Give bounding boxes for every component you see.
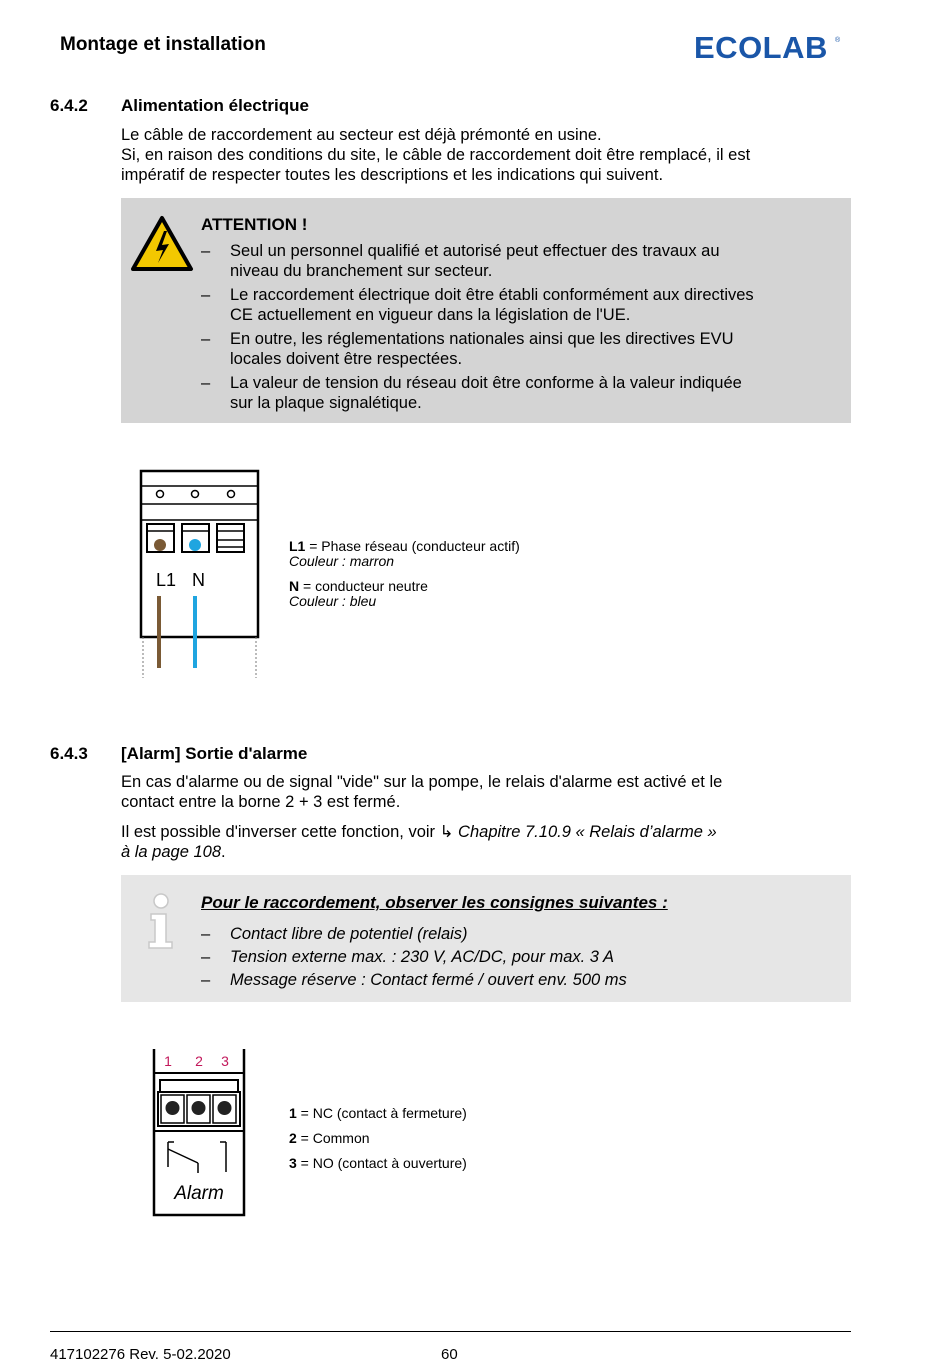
power-terminal-diagram	[138, 468, 263, 685]
section-number: 6.4.3	[50, 744, 88, 763]
page-number: 60	[441, 1346, 458, 1363]
info-list	[201, 924, 821, 993]
cross-reference-paragraph: Il est possible d'inverser cette fonction, voir ↳ Chapitre 7.10.9 « Relais d’alarme » à la page 108.	[121, 823, 717, 861]
legend-item-l1: L1 = Phase réseau (conducteur actif)	[289, 538, 520, 554]
info-icon	[145, 892, 177, 955]
electric-hazard-icon	[130, 215, 194, 278]
info-title: Pour le raccordement, observer les consignes suivantes :	[201, 893, 668, 912]
logo-text: ECOLAB	[694, 30, 828, 64]
list-item: – En outre, les réglementations nationales ainsi que les directives EVU locales doivent être respectées.	[201, 330, 734, 368]
warning-list	[201, 241, 821, 417]
header-title: Montage et installation	[60, 34, 266, 55]
section-number: 6.4.2	[50, 96, 88, 115]
terminal-label-n: N	[192, 570, 205, 590]
page-link[interactable]: à la page 108	[121, 843, 222, 861]
list-item: – La valeur de tension du réseau doit être conforme à la valeur indiquée sur la plaque signalétique.	[201, 374, 742, 412]
warning-title: ATTENTION !	[201, 215, 308, 234]
alarm-legend	[289, 1101, 467, 1176]
list-item: – Le raccordement électrique doit être établi conformément aux directives CE actuellement en vigueur dans la législation de l'UE.	[201, 286, 754, 324]
terminal-label-l1: L1	[156, 570, 177, 590]
alarm-terminal-diagram	[150, 1047, 248, 1224]
terminal-number-3: 3	[221, 1053, 229, 1069]
terminal-number-2: 2	[195, 1053, 203, 1069]
list-item: – Tension externe max. : 230 V, AC/DC, pour max. 3 A	[201, 948, 614, 966]
list-item: – Message réserve : Contact fermé / ouvert env. 500 ms	[201, 971, 627, 989]
list-item: – Seul un personnel qualifié et autorisé peut effectuer des travaux au niveau du branchement sur secteur.	[201, 242, 720, 280]
section-paragraph: En cas d'alarme ou de signal "vide" sur la pompe, le relais d'alarme est activé et le contact entre la borne 2 + 3 est fermé.	[121, 773, 723, 811]
document-reference: 417102276 Rev. 5-02.2020	[50, 1346, 231, 1363]
legend-item-1: 1 = NC (contact à fermeture)	[289, 1105, 467, 1121]
svg-text:®: ®	[835, 37, 841, 44]
section-paragraph: Le câble de raccordement au secteur est déjà prémonté en usine. Si, en raison des conditions du site, le câble de raccordement doit être remplacé, il est impératif de respecter toutes les descriptions et les indications qui suivent.	[121, 126, 751, 184]
footer-divider	[50, 1331, 851, 1332]
section-title: Alimentation électrique	[121, 96, 309, 115]
alarm-label: Alarm	[174, 1183, 224, 1204]
power-legend: L1 = Phase réseau (conducteur actif) Couleur : marron N = conducteur neutre Couleur : bleu	[289, 538, 520, 609]
legend-item-2: 2 = Common	[289, 1130, 370, 1146]
legend-item-n: N = conducteur neutre	[289, 578, 428, 594]
chapter-link[interactable]: ↳ Chapitre 7.10.9 « Relais d’alarme »	[439, 823, 717, 841]
list-item: – Contact libre de potentiel (relais)	[201, 925, 468, 943]
ecolab-logo	[694, 30, 844, 69]
terminal-number-1: 1	[164, 1053, 172, 1069]
legend-item-3: 3 = NO (contact à ouverture)	[289, 1155, 467, 1171]
section-title: [Alarm] Sortie d'alarme	[121, 744, 308, 763]
link-arrow-icon: ↳	[439, 823, 454, 841]
